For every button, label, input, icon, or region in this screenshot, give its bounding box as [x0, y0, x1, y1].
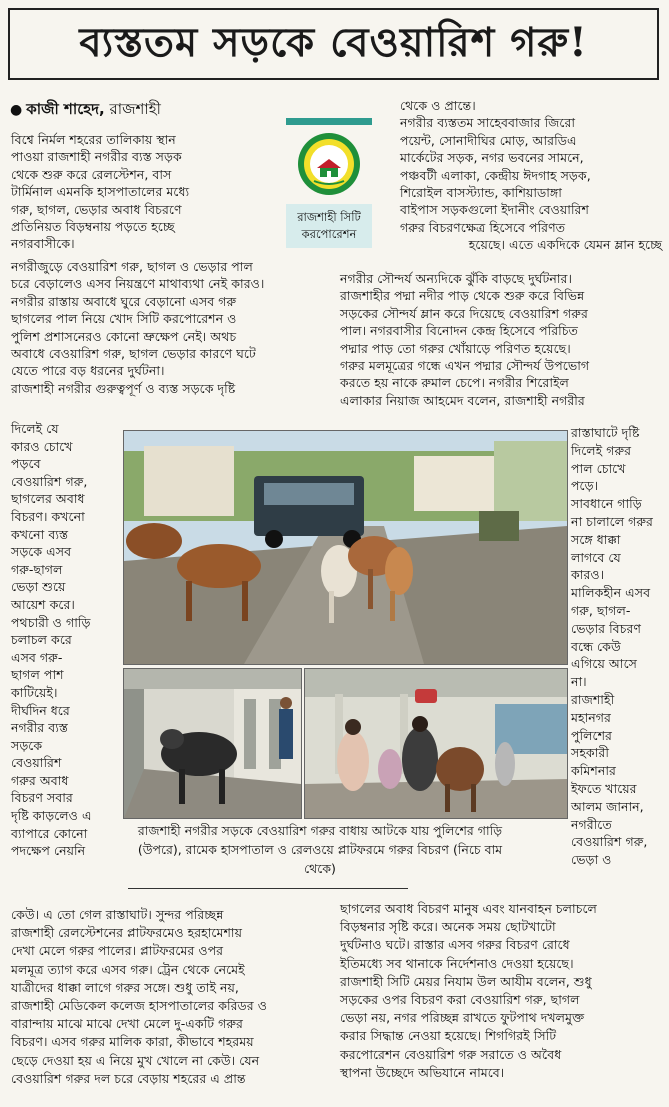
text-line: পুলিশের	[571, 727, 612, 743]
city-corporation-logo-box	[286, 118, 372, 248]
text-line: বিচরণ। এসব গরুর মালিক কারা, কীভাবে শহরময়	[11, 1034, 254, 1050]
text-line: পাল চোখে	[571, 460, 626, 476]
text-line: দিলেই গরুর	[571, 442, 632, 458]
text-line: মলমূত্র ত্যাগ করে এসব গরু। ট্রেন থেকে নেমেই	[11, 961, 245, 977]
col1-bottom-text	[11, 906, 337, 1088]
text-line: ভেড়া নয়, নগর পরিচ্ছন্ন রাখতে ফুটপাথ দখলমুক্ত	[340, 1010, 585, 1026]
text-line: সাবধানে গাড়ি	[571, 496, 642, 512]
text-line: কারও চোখে	[11, 438, 73, 454]
bullet-icon: ●	[10, 102, 23, 118]
col2-bottom-text	[340, 900, 662, 1082]
text-line: মহানগর	[571, 709, 611, 725]
text-line: সঙ্গে ধাক্কা	[571, 531, 621, 547]
text-line: সহকারী	[571, 745, 609, 761]
text-line: পঞ্চবটী এলাকা, কেন্দ্রীয় ঈদগাহ সড়ক,	[400, 167, 591, 183]
text-line: বেওয়ারিশ	[11, 755, 62, 771]
text-line: কাটিয়েই।	[11, 684, 58, 700]
text-line: লাগবে যে	[571, 549, 621, 565]
col2-wide-text	[340, 270, 662, 409]
city-corporation-emblem-icon	[296, 129, 362, 199]
headline: ব্যস্ততম সড়কে বেওয়ারিশ গরু!	[8, 8, 659, 80]
text-line: দৃষ্টি কাড়লেও এ	[11, 808, 92, 824]
text-line: সড়কে এসব	[11, 544, 72, 560]
text-line: দিলেই যে	[11, 421, 59, 436]
text-line: করার সিদ্ধান্ত নেওয়া হয়েছে। শিগগিরই সিটি	[340, 1028, 557, 1044]
text-line: গরু, ছাগল, ভেড়ার অবাধ বিচরণে	[11, 201, 182, 217]
text-line: ভেড়া ও	[571, 852, 612, 868]
text-line: রাস্তাঘাটে দৃষ্টি	[571, 425, 640, 440]
text-line: দুর্ঘটনাও ঘটে। রাস্তার এসব গরুর বিচরণ রোধে	[340, 937, 570, 953]
text-line: নগরবাসীকে।	[11, 236, 75, 252]
text-line: গরুর মলমূত্রের গন্ধে এখন পদ্মার সৌন্দর্য উপভোগ	[340, 358, 590, 374]
railway-platform-image	[305, 669, 567, 818]
hospital-corridor-photo	[123, 668, 302, 819]
text-line: কখনো ব্যস্ত	[11, 526, 69, 542]
text-line: পড়ে।	[571, 478, 599, 494]
text-line: রাজশাহী মেডিকেল কলেজ হাসপাতালের করিডর ও	[11, 998, 268, 1014]
text-line: অবাধে বেওয়ারিশ গরু, ছাগল ভেড়ার কারণে ঘটে	[11, 346, 256, 362]
col2-narrow-text	[571, 424, 667, 869]
text-line: রাজশাহী নগরীর গুরুত্বপূর্ণ ও ব্যস্ত সড়কে দৃষ্টি	[11, 380, 236, 396]
text-line: এলাকার নিয়াজ আহমেদ বলেন, রাজশাহী নগরীর	[340, 392, 585, 408]
railway-platform-photo	[304, 668, 568, 819]
text-line: ব্যাপারে কোনো	[11, 825, 88, 841]
text-line: ইতিমধ্যে সব থানাকে নির্দেশনাও দেওয়া হয়েছে।	[340, 955, 574, 971]
byline-name: কাজী শাহেদ,	[26, 100, 105, 118]
byline	[10, 98, 161, 123]
text-line: চরে বেড়ালেও এসব নিয়ন্ত্রণে মাথাব্যথা নেই কারও।	[11, 276, 265, 292]
text-line: ছাগলের অবাধ	[11, 491, 85, 507]
text-line: বাইপাস সড়কগুলো ইদানীং বেওয়ারিশ	[400, 202, 589, 218]
text-line: পাল। নগরবাসীর বিনোদন কেন্দ্র হিসেবে পরিচিত	[340, 323, 578, 339]
text-line: চলাচল করে	[11, 632, 72, 648]
road-cows-photo	[123, 430, 568, 665]
text-line: দেখা মেলে গরুর পালের। প্লাটফরমের ওপর	[11, 943, 224, 959]
text-line: মার্কেটের সড়ক, নগর ভবনের সামনে,	[400, 150, 584, 166]
text-line: কমিশনার	[571, 763, 616, 779]
text-line: হয়েছে। এতে একদিকে যেমন ম্লান হচ্ছে	[468, 237, 662, 253]
text-line: ছাগলের পাল নিয়ে খোদ সিটি করপোরেশন ও	[11, 311, 237, 327]
col1-narrow-text	[11, 420, 119, 860]
text-line: সড়কে	[11, 737, 43, 753]
text-line: না চালালে গরুর	[571, 513, 653, 529]
text-line: আলম জানান,	[571, 798, 644, 814]
text-line: যেতে পারে বড় ধরনের দুর্ঘটনা।	[11, 363, 165, 379]
text-line: রাজশাহীর পদ্মা নদীর পাড় থেকে শুরু করে বিভিন্ন	[340, 288, 585, 304]
text-line: রাজশাহী রেলস্টেশনের প্লাটফরমেও হরহামেশায়	[11, 925, 242, 941]
text-line: ছাগলের অবাধ বিচরণ মানুষ এবং যানবাহন চলাচলে	[340, 901, 597, 916]
text-line: নগরীতে	[571, 816, 612, 832]
text-line: সড়কের ওপর বিচরণ করা বেওয়ারিশ গরু, ছাগল	[340, 992, 580, 1008]
text-line: সড়কের সৌন্দর্য ম্লান করে দিয়েছে বেওয়ারিশ গরুর	[340, 305, 588, 321]
text-line: নগরীর সৌন্দর্য অন্যদিকে ঝুঁকি বাড়ছে দুর্ঘটনার।	[340, 271, 572, 286]
text-line: শিরোইল বাসস্ট্যান্ড, কাশিয়াডাঙ্গা	[400, 185, 562, 201]
text-line: গরুর বিচরণক্ষেত্র হিসেবে পরিণত	[400, 219, 566, 235]
text-line: এসব গরু-	[11, 649, 63, 665]
text-line: বন্ধে কেউ	[571, 638, 621, 654]
text-line: পদ্মার পাড় তো গরুর খোঁয়াড়ে পরিণত হয়েছে।	[340, 340, 571, 356]
text-line: বারান্দায় মাঝে মাঝে দেখা মেলে দু-একটি গরুর	[11, 1016, 243, 1032]
text-line: মালিকহীন এসব	[571, 585, 651, 601]
text-line: বিড়ম্বনার সৃষ্টি করে। অনেক সময় ছোটখাটো	[340, 919, 556, 935]
text-line: নগরীর ব্যস্ত	[11, 720, 68, 736]
col2-top-text	[400, 97, 662, 254]
text-line: আয়েশ করে।	[11, 596, 75, 612]
text-line: পয়েন্ট, সোনাদীঘির মোড়, আরডিএ	[400, 132, 577, 148]
col1-top-text	[11, 131, 281, 253]
text-line: রাজশাহী	[571, 691, 615, 707]
text-line: রাজশাহী সিটি মেয়র নিযাম উল আযীম বলেন, শুধু	[340, 973, 592, 989]
text-line: থেকে শুরু করে রেলস্টেশন, বাস	[11, 166, 172, 182]
text-line: বেওয়ারিশ গরুর দল চরে বেড়ায় শহরের এ প্রান্ত	[11, 1070, 246, 1086]
hospital-corridor-image	[124, 669, 301, 818]
logo-caption-line: রাজশাহী সিটি	[297, 210, 361, 224]
road-scene-image	[124, 431, 567, 664]
text-line: এগিয়ে আসে	[571, 656, 637, 672]
text-line: যাত্রীদের ধাক্কা লাগে গরুর সঙ্গে। শুধু তাই নয়,	[11, 979, 239, 995]
text-line: পথচারী ও গাড়ি	[11, 614, 91, 630]
text-line: টার্মিনাল এমনকি হাসপাতালের মধ্যে	[11, 184, 190, 200]
text-line: বিশ্বে নির্মল শহরের তালিকায় স্থান	[11, 132, 176, 147]
text-line: কারও।	[571, 567, 605, 583]
text-line: নগরীর ব্যস্ততম সাহেববাজার জিরো	[400, 115, 576, 131]
text-line: করপোরেশন বেওয়ারিশ গরু সরাতে ও অবৈধ	[340, 1046, 562, 1062]
text-line: ইফতে খায়ের	[571, 780, 637, 796]
text-line: স্থাপনা উচ্ছেদে অভিযানে নামবে।	[340, 1064, 505, 1080]
text-line: পুলিশ প্রশাসনেরও কোনো ভ্রুক্ষেপ নেই। অথচ	[11, 328, 237, 344]
text-line: বেওয়ারিশ গরু,	[11, 473, 88, 489]
logo-caption-line: করপোরেশন	[301, 227, 357, 241]
text-line: নগরীজুড়ে বেওয়ারিশ গরু, ছাগল ও ভেড়ার পাল	[11, 259, 253, 274]
logo-accent-bar	[286, 118, 372, 125]
text-line: থেকে ও প্রান্তে।	[400, 98, 476, 113]
text-line: ভেড়া শুয়ে	[11, 579, 66, 595]
text-line: ভেড়ার বিচরণ	[571, 620, 642, 636]
text-line: পাওয়া রাজশাহী নগরীর ব্যস্ত সড়ক	[11, 149, 182, 165]
logo-caption	[286, 204, 372, 248]
text-line: বেওয়ারিশ গরু,	[571, 834, 648, 850]
text-line: গরুর অবাধ	[11, 772, 69, 788]
caption-divider	[128, 888, 408, 889]
photo-caption: রাজশাহী নগরীর সড়কে বেওয়ারিশ গরুর বাধায় আটকে যায় পুলিশের গাড়ি (উপরে), রামেক হাসপাতাল ও রেলওয়ে প্লাটফরমে গরুর বিচরণ (নিচে বাম থেকে)	[137, 823, 503, 876]
text-line: পদক্ষেপ নেয়নি	[11, 843, 86, 859]
text-line: প্রতিনিয়ত বিড়ম্বনায় পড়তে হচ্ছে	[11, 219, 175, 235]
text-line: গরু, ছাগল-	[571, 602, 631, 618]
text-line: গরু-ছাগল	[11, 561, 63, 577]
text-line: ছেড়ে দেওয়া হয় এ নিয়ে মুখ খোলে না কেউ। যেন	[11, 1052, 260, 1068]
text-line: করতে হয় নাকে রুমাল চেপে। নগরীর শিরোইল	[340, 375, 569, 391]
text-line: ছাগল পাশ	[11, 667, 64, 683]
text-line: না।	[571, 674, 587, 690]
text-line: বিচরণ সবার	[11, 790, 73, 806]
text-line: পড়বে	[11, 456, 41, 472]
text-line: নগরীর রাস্তায় অবাধে ঘুরে বেড়ানো এসব গরু	[11, 293, 237, 309]
col1-wide-text	[11, 258, 337, 397]
text-line: দীর্ঘদিন ধরে	[11, 702, 70, 718]
text-line: বিচরণ। কখনো	[11, 508, 85, 524]
text-line: কেউ। এ তো গেল রাস্তাঘাট। সুন্দর পরিচ্ছন্ন	[11, 907, 224, 922]
byline-location: রাজশাহী	[109, 100, 161, 118]
